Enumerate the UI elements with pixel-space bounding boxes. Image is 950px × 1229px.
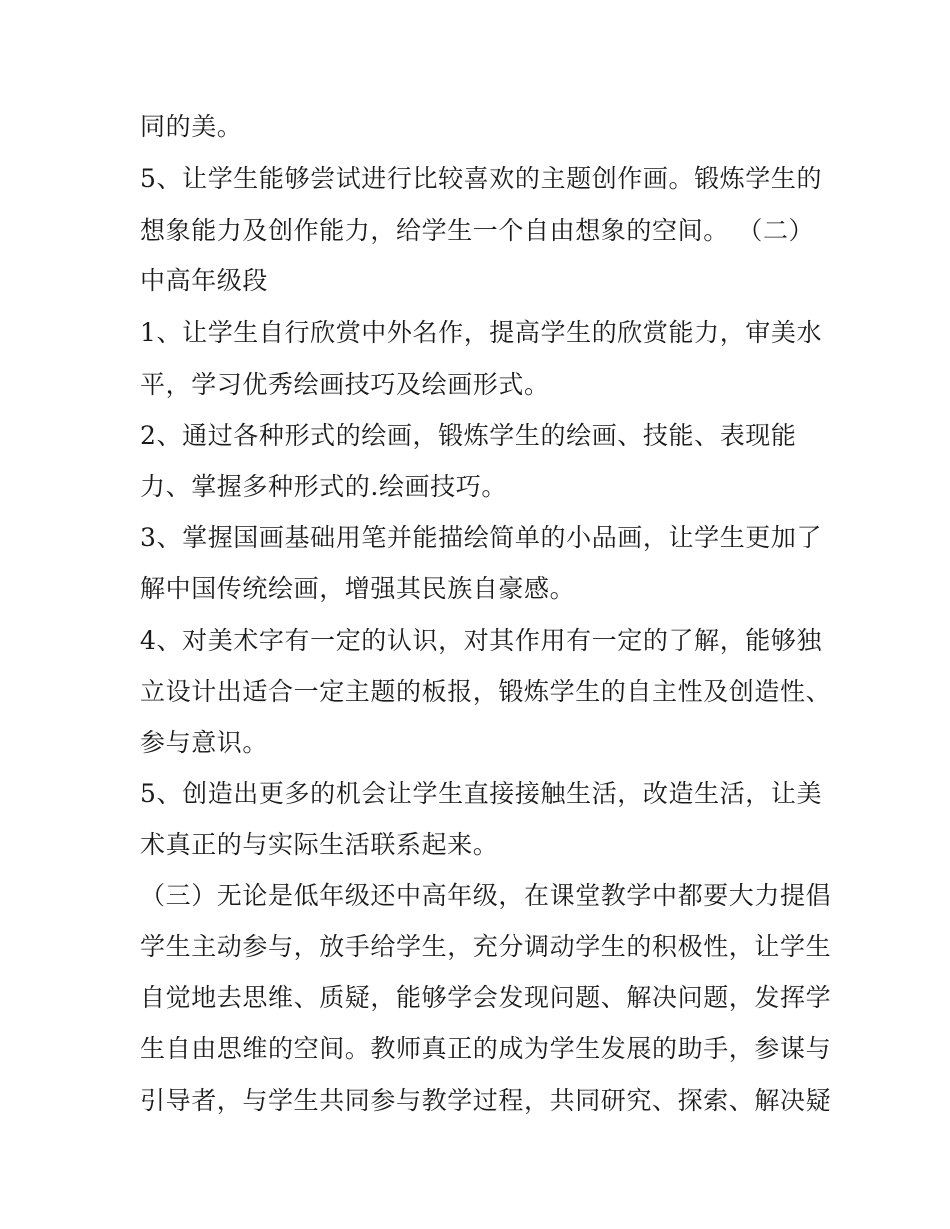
text-line: 中高年级段: [140, 266, 269, 295]
text-line: 5、让学生能够尝试进行比较喜欢的主题创作画。锻炼学生的: [140, 164, 823, 193]
text-line: 术真正的与实际生活联系起来。: [140, 830, 499, 859]
text-line: 1、让学生自行欣赏中外名作，提高学生的欣赏能力，审美水: [140, 318, 823, 347]
text-line: 生自由思维的空间。教师真正的成为学生发展的助手，参谋与: [140, 1034, 832, 1063]
text-line: 立设计出适合一定主题的板报，锻炼学生的自主性及创造性、: [140, 677, 832, 706]
text-line: 解中国传统绘画，增强其民族自豪感。: [140, 574, 576, 603]
text-line: 力、掌握多种形式的.绘画技巧。: [140, 472, 507, 501]
text-line: 引导者，与学生共同参与教学过程，共同研究、探索、解决疑: [140, 1086, 832, 1115]
text-line: 3、掌握国画基础用笔并能描绘简单的小品画，让学生更加了: [140, 523, 823, 552]
text-line: 参与意识。: [140, 728, 269, 757]
text-line: 想象能力及创作能力，给学生一个自由想象的空间。 （二）: [140, 216, 815, 245]
text-line: 2、通过各种形式的绘画，锻炼学生的绘画、技能、表现能: [140, 421, 797, 450]
text-line: （三）无论是低年级还中高年级，在课堂教学中都要大力提倡: [140, 881, 832, 910]
text-line: 5、创造出更多的机会让学生直接接触生活，改造生活，让美: [140, 779, 823, 808]
text-line: 4、对美术字有一定的认识，对其作用有一定的了解，能够独: [140, 626, 823, 655]
text-line: 学生主动参与，放手给学生，充分调动学生的积极性，让学生: [140, 932, 832, 961]
text-line: 同的美。: [140, 112, 243, 141]
text-line: 平，学习优秀绘画技巧及绘画形式。: [140, 370, 550, 399]
text-line: 自觉地去思维、质疑，能够学会发现问题、解决问题，发挥学: [140, 983, 832, 1012]
